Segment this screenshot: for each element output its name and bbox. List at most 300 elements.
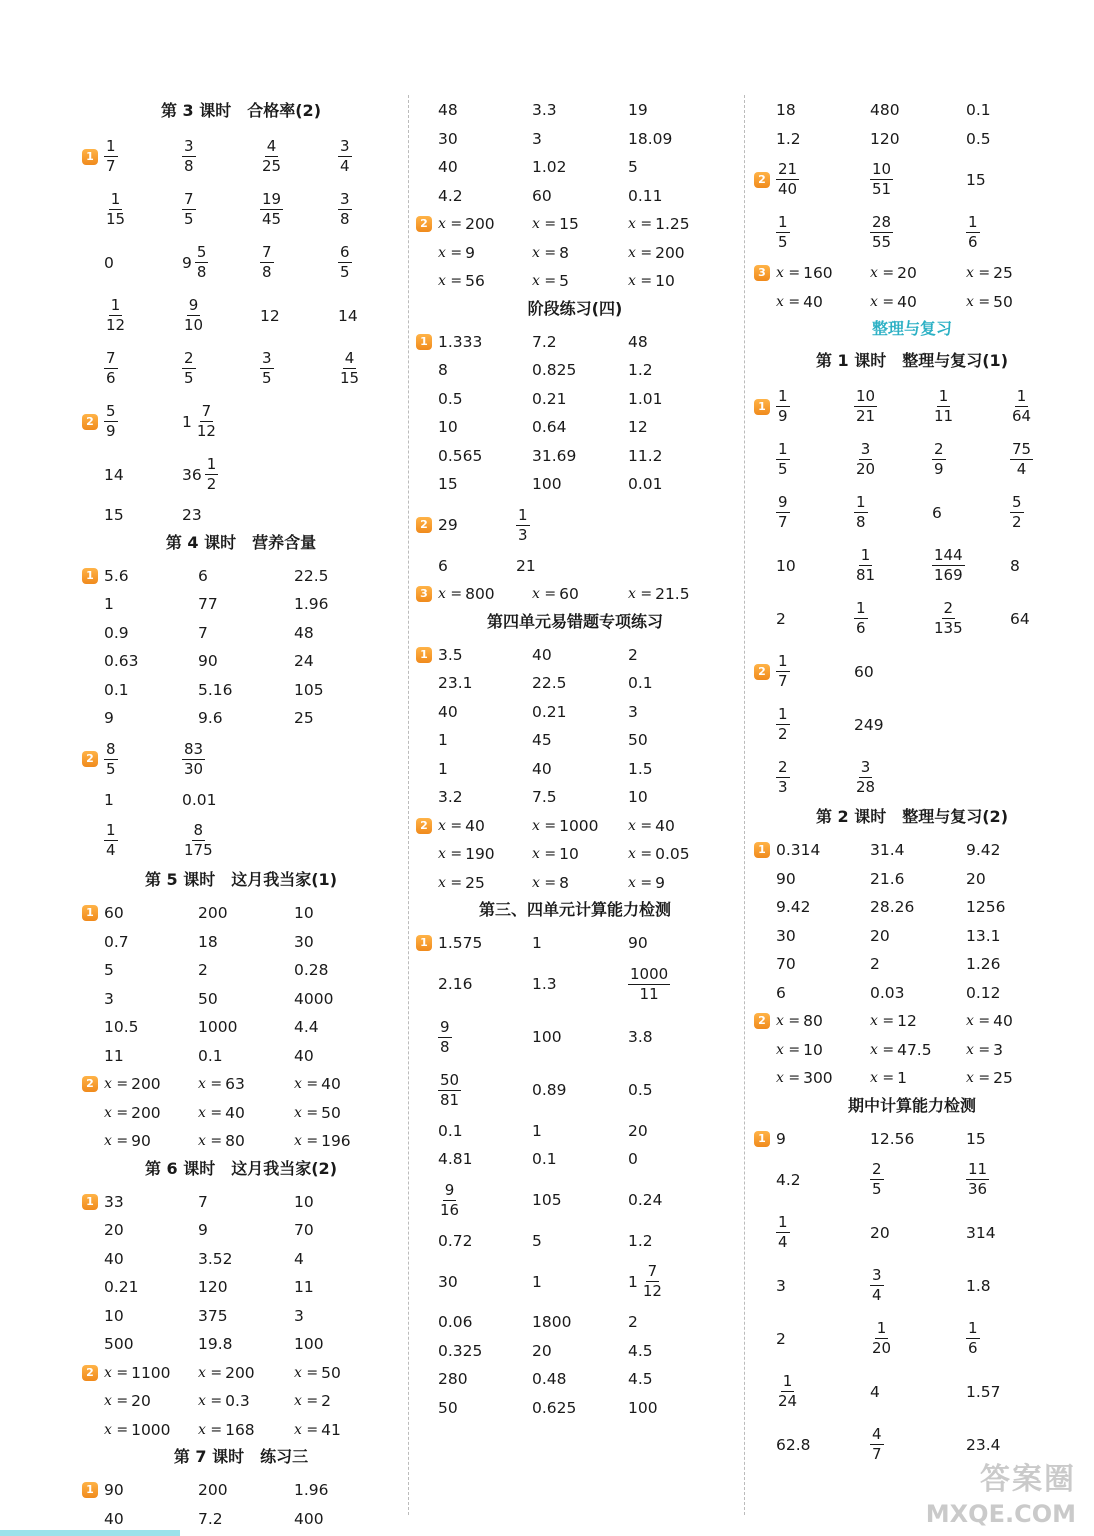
variable-label: x =	[294, 1421, 319, 1438]
question-number-badge: 1	[754, 1131, 770, 1147]
denominator: 8	[440, 1037, 450, 1056]
numerator: 2	[934, 440, 944, 458]
fraction	[776, 389, 790, 424]
denominator: 8	[184, 157, 194, 175]
answer-cell: 100	[628, 1398, 658, 1417]
answer-cell	[870, 288, 917, 317]
answer-cell: 3.3	[532, 101, 557, 120]
answer-cell: 11	[294, 1278, 314, 1297]
denominator: 8	[340, 210, 350, 228]
answer-cell: 0.625	[532, 1398, 577, 1417]
section-title: 第三、四单元计算能力检测	[478, 900, 671, 919]
answer-cell: 0.9	[104, 623, 129, 642]
answer-cell: 4.2	[776, 1170, 801, 1189]
answer-cell: 2	[628, 645, 638, 664]
denominator: 25	[262, 157, 282, 175]
answer-cell	[776, 380, 790, 433]
answer-cell	[776, 1007, 823, 1036]
answer-cell	[438, 812, 485, 841]
fraction	[854, 442, 877, 477]
section-title: 整理与复习	[871, 319, 952, 338]
answer-cell: 9.6	[198, 709, 223, 728]
answer-row	[80, 928, 402, 957]
answer-cell	[966, 206, 980, 259]
denominator: 20	[856, 460, 876, 478]
answer-cell: 0.89	[532, 1081, 567, 1099]
answer-cell: 0.314	[776, 841, 821, 860]
fraction	[182, 139, 196, 174]
answer-cell	[104, 342, 118, 395]
answer-cell	[338, 342, 361, 395]
answer-cell: 4	[294, 1249, 304, 1268]
answer-cell	[104, 1416, 171, 1445]
answer-cell: 15	[966, 170, 986, 189]
answer-cell: 0.1	[628, 674, 653, 693]
answer-cell: 500	[104, 1335, 134, 1354]
denominator: 8	[196, 263, 207, 281]
answer-cell: 0.01	[182, 790, 217, 809]
variable-label: x =	[628, 244, 653, 261]
answer-value: 21.5	[655, 585, 690, 604]
answer-cell: 19	[628, 101, 648, 120]
answer-cell	[182, 236, 208, 289]
numerator: 3	[860, 758, 871, 776]
answer-row	[80, 619, 402, 648]
answer-row	[80, 1359, 402, 1388]
denominator: 7	[872, 1445, 882, 1463]
answer-cell	[198, 1127, 245, 1156]
answer-row	[80, 448, 402, 501]
variable-label: x =	[104, 1421, 129, 1438]
answer-cell	[182, 342, 196, 395]
answer-row	[752, 486, 1072, 539]
answer-cell	[776, 645, 790, 698]
denominator: 5	[872, 1180, 882, 1198]
question-number-badge: 1	[82, 568, 98, 584]
answer-cell	[1010, 380, 1033, 433]
variable-label: x =	[628, 874, 653, 891]
answer-row	[752, 1312, 1072, 1365]
numerator: 3	[340, 137, 350, 155]
fraction	[641, 1264, 664, 1299]
fraction	[854, 548, 877, 583]
answer-cell	[260, 130, 283, 183]
numerator: 2	[872, 1160, 882, 1178]
answer-cell	[870, 1153, 884, 1206]
answer-cell: 3.52	[198, 1249, 233, 1268]
answer-cell	[776, 1036, 823, 1065]
answer-cell: 1.26	[966, 955, 1001, 974]
answer-row	[414, 499, 736, 552]
answer-cell: 33	[104, 1192, 124, 1211]
answer-row	[80, 1387, 402, 1416]
denominator: 16	[440, 1200, 460, 1219]
answer-cell	[932, 592, 965, 645]
answer-cell: 2	[776, 1329, 786, 1348]
numerator: 9	[188, 296, 199, 314]
question-number-badge: 1	[416, 935, 432, 951]
answer-cell: 9.42	[966, 841, 1001, 860]
answer-value: 50	[993, 292, 1013, 311]
answer-cell: 70	[776, 955, 796, 974]
numerator: 4	[344, 349, 355, 367]
answer-cell: 19.8	[198, 1335, 233, 1354]
answer-cell: 23.4	[966, 1435, 1001, 1454]
column-divider	[744, 95, 745, 1515]
answer-cell: 6	[932, 503, 942, 522]
answer-cell	[776, 153, 799, 206]
question-number-badge: 1	[82, 149, 98, 165]
fraction	[104, 192, 127, 227]
variable-label: x =	[966, 293, 991, 310]
answer-cell	[260, 183, 283, 236]
answer-row	[414, 153, 736, 182]
answer-row	[414, 1365, 736, 1394]
numerator: 5	[196, 243, 207, 261]
answer-row	[752, 1365, 1072, 1418]
answer-row	[414, 669, 736, 698]
answer-cell: 21	[516, 556, 536, 575]
answer-cell: 3	[776, 1276, 786, 1295]
answer-value: 40	[803, 292, 823, 311]
variable-label: x =	[776, 1070, 801, 1087]
fraction	[1010, 495, 1024, 530]
denominator: 5	[184, 369, 194, 387]
section-title: 期中计算能力检测	[847, 1095, 976, 1115]
answer-cell	[870, 1418, 884, 1471]
variable-label: x =	[198, 1393, 223, 1410]
fraction	[260, 192, 283, 227]
answer-cell: 21.6	[870, 869, 905, 888]
fraction	[338, 192, 352, 227]
answer-cell	[294, 1387, 331, 1416]
answer-cell: 5	[532, 1231, 542, 1250]
answer-cell: 40	[104, 1249, 124, 1268]
fraction	[182, 298, 205, 333]
answer-cell	[628, 267, 675, 296]
answer-cell: 3	[104, 989, 114, 1008]
answer-cell	[338, 183, 352, 236]
answer-row	[414, 1227, 736, 1256]
answer-cell: 3.8	[628, 1028, 653, 1046]
answer-cell	[294, 1070, 341, 1099]
answer-value: 40	[655, 816, 675, 835]
answer-cell: 1.3	[532, 975, 557, 993]
answer-cell: 64	[1010, 609, 1030, 628]
denominator: 4	[106, 841, 116, 859]
answer-cell: 6	[776, 983, 786, 1002]
answer-cell: 1.5	[628, 759, 653, 778]
answer-cell	[294, 1127, 351, 1156]
answer-cell: 90	[198, 652, 218, 671]
answer-cell: 280	[438, 1370, 468, 1389]
denominator: 12	[642, 1282, 662, 1300]
answer-cell: 4.5	[628, 1370, 653, 1389]
numerator: 2	[943, 599, 954, 617]
answer-value: 1.25	[655, 215, 690, 234]
answer-cell	[104, 733, 118, 786]
answer-row	[414, 239, 736, 268]
answer-value: 25	[465, 873, 485, 892]
answer-cell: 11	[104, 1046, 124, 1065]
answer-cell: 1.02	[532, 158, 567, 177]
fraction	[182, 192, 196, 227]
answer-cell: 7.2	[532, 332, 557, 351]
answer-row	[80, 1245, 402, 1274]
answer-cell	[438, 210, 495, 239]
answer-cell: 2	[198, 961, 208, 980]
answer-cell: 105	[294, 680, 324, 699]
answer-row	[752, 698, 1072, 751]
denominator: 11	[639, 984, 659, 1003]
answer-row	[414, 698, 736, 727]
answer-cell: 4	[870, 1382, 880, 1401]
numerator: 1	[968, 1319, 978, 1337]
fraction	[870, 1162, 884, 1197]
variable-label: x =	[776, 293, 801, 310]
answer-cell	[776, 1365, 799, 1418]
answer-row	[80, 704, 402, 733]
variable-label: x =	[776, 1013, 801, 1030]
answer-cell	[776, 259, 833, 288]
denominator: 135	[934, 619, 963, 637]
answer-cell	[104, 130, 118, 183]
answer-cell: 40	[532, 759, 552, 778]
denominator: 7	[778, 672, 788, 690]
answer-cell	[1010, 486, 1024, 539]
variable-label: x =	[438, 216, 463, 233]
variable-label: x =	[104, 1364, 129, 1381]
numerator: 50	[440, 1070, 460, 1089]
numerator: 7	[262, 243, 272, 261]
answer-value: 10	[803, 1040, 823, 1059]
answer-value: 40	[897, 292, 917, 311]
numerator: 1	[778, 705, 788, 723]
answer-cell: 5	[628, 158, 638, 177]
answer-value: 50	[321, 1363, 341, 1382]
question-number-badge: 1	[416, 647, 432, 663]
answer-cell	[776, 288, 823, 317]
answer-cell	[966, 1007, 1013, 1036]
answer-cell	[438, 1174, 461, 1227]
denominator: 36	[968, 1180, 988, 1198]
variable-label: x =	[532, 874, 557, 891]
answer-row	[414, 1308, 736, 1337]
answer-row	[414, 1255, 736, 1308]
answer-cell: 40	[438, 158, 458, 177]
section-title: 第 4 课时 营养含量	[165, 532, 317, 552]
question-number-badge: 2	[416, 216, 432, 232]
answer-cell: 12	[260, 306, 280, 325]
answer-value: 15	[559, 215, 579, 234]
answer-row	[414, 641, 736, 670]
answer-value: 63	[225, 1075, 245, 1094]
answer-cell: 31.69	[532, 446, 577, 465]
answer-cell	[870, 206, 893, 259]
answer-cell: 1	[438, 759, 448, 778]
answer-cell: 10	[776, 556, 796, 575]
answer-row	[752, 206, 1072, 259]
section-title: 第四单元易错题专项练习	[486, 611, 663, 631]
section-title: 第 1 课时 整理与复习(1)	[815, 351, 1009, 370]
variable-label: x =	[104, 1393, 129, 1410]
answer-row	[80, 1302, 402, 1331]
variable-label: x =	[628, 216, 653, 233]
denominator: 20	[872, 1339, 892, 1357]
answer-cell: 7	[198, 1192, 208, 1211]
fraction	[182, 739, 205, 778]
answer-cell: 105	[532, 1191, 562, 1209]
answer-cell	[182, 733, 205, 786]
numerator: 1	[860, 546, 871, 564]
denominator: 6	[968, 233, 978, 251]
section-title: 第 2 课时 整理与复习(2)	[815, 807, 1009, 826]
answer-cell	[854, 486, 868, 539]
answer-row	[80, 236, 402, 289]
fraction	[932, 389, 955, 424]
answer-row	[80, 342, 402, 395]
answer-cell: 10	[294, 904, 314, 923]
answer-cell: 0.1	[966, 101, 991, 120]
answer-cell: 20	[104, 1221, 124, 1240]
answer-cell	[438, 267, 485, 296]
answer-cell: 24	[294, 652, 314, 671]
answer-cell: 50	[438, 1398, 458, 1417]
answer-value: 196	[321, 1132, 351, 1151]
answer-row	[414, 413, 736, 442]
answer-cell: 6	[198, 566, 208, 585]
answer-row	[414, 869, 736, 898]
denominator: 2	[778, 725, 788, 743]
answer-cell	[182, 814, 215, 867]
fraction	[438, 1070, 461, 1109]
question-number-badge: 2	[754, 664, 770, 680]
answer-cell	[628, 239, 685, 268]
denominator: 5	[778, 233, 788, 251]
answer-row	[414, 1337, 736, 1366]
variable-label: x =	[628, 273, 653, 290]
fraction	[870, 215, 893, 250]
answer-cell: 20	[870, 926, 890, 945]
answer-cell: 0.1	[104, 680, 129, 699]
answer-value: 90	[131, 1132, 151, 1151]
question-number-badge: 2	[82, 414, 98, 430]
answer-row	[414, 958, 736, 1011]
answer-cell: 0.1	[198, 1046, 223, 1065]
answer-row	[80, 1273, 402, 1302]
denominator: 7	[778, 513, 788, 531]
variable-label: x =	[294, 1104, 319, 1121]
denominator: 9	[778, 407, 788, 425]
answer-row	[752, 1206, 1072, 1259]
answer-cell: 10	[104, 1306, 124, 1325]
fraction	[966, 215, 980, 250]
numerator: 5	[1012, 493, 1022, 511]
answer-cell: 62.8	[776, 1435, 811, 1454]
answer-cell: 100	[294, 1335, 324, 1354]
fraction	[776, 1215, 790, 1250]
answer-cell: 25	[294, 709, 314, 728]
numerator: 7	[201, 402, 212, 420]
answer-cell	[870, 1007, 917, 1036]
denominator: 4	[778, 1233, 788, 1251]
answer-row	[80, 647, 402, 676]
answer-cell: 15	[438, 475, 458, 494]
answer-row	[752, 125, 1072, 154]
answer-cell	[854, 592, 868, 645]
denominator: 64	[1012, 407, 1032, 425]
answer-cell: 0.325	[438, 1341, 483, 1360]
answer-row	[752, 893, 1072, 922]
fraction	[932, 548, 965, 583]
answer-value: 56	[465, 272, 485, 291]
answer-value: 41	[321, 1420, 341, 1439]
answer-cell	[628, 869, 665, 898]
answer-cell	[438, 840, 495, 869]
question-number-badge: 1	[82, 905, 98, 921]
variable-label: x =	[966, 1070, 991, 1087]
fraction	[104, 139, 118, 174]
answer-cell: 18	[776, 101, 796, 120]
answer-cell: 5.16	[198, 680, 233, 699]
answer-cell: 0.21	[104, 1278, 139, 1297]
answer-cell: 5.6	[104, 566, 129, 585]
fraction	[776, 495, 790, 530]
answer-row	[752, 1064, 1072, 1093]
variable-label: x =	[438, 244, 463, 261]
answer-cell: 0.28	[294, 961, 329, 980]
answer-cell: 375	[198, 1306, 228, 1325]
answer-cell	[1010, 433, 1033, 486]
answer-value: 12	[897, 1012, 917, 1031]
answer-cell: 1	[104, 595, 114, 614]
answer-cell	[854, 380, 877, 433]
answer-cell	[854, 539, 877, 592]
answer-cell: 9.42	[776, 898, 811, 917]
question-number-badge: 1	[754, 399, 770, 415]
answer-cell: 1.01	[628, 389, 663, 408]
fraction	[870, 1268, 884, 1303]
variable-label: x =	[870, 1070, 895, 1087]
numerator: 4	[872, 1425, 882, 1443]
question-number-badge: 3	[754, 265, 770, 281]
answer-cell	[932, 433, 946, 486]
answer-cell: 0.63	[104, 652, 139, 671]
answer-cell: 15	[104, 506, 124, 525]
variable-label: x =	[198, 1076, 223, 1093]
answer-cell: 20	[870, 1223, 890, 1242]
answer-cell	[932, 380, 955, 433]
section-title: 第 5 课时 这月我当家(1)	[144, 870, 338, 889]
answer-row	[414, 929, 736, 958]
answer-value: 200	[225, 1363, 255, 1382]
answer-cell	[338, 130, 352, 183]
section-title: 第 7 课时 练习三	[173, 1447, 309, 1466]
answer-cell: 30	[438, 129, 458, 148]
answer-row	[414, 1145, 736, 1174]
answer-cell	[776, 751, 790, 804]
answer-cell: 0.06	[438, 1313, 473, 1332]
denominator: 4	[872, 1286, 882, 1304]
answer-row	[80, 501, 402, 530]
answer-cell	[966, 1312, 980, 1365]
denominator: 3	[778, 778, 788, 796]
question-number-badge: 2	[416, 517, 432, 533]
fraction	[260, 351, 274, 386]
denominator: 15	[106, 210, 126, 228]
answer-cell: 2	[870, 955, 880, 974]
answer-row	[80, 676, 402, 705]
